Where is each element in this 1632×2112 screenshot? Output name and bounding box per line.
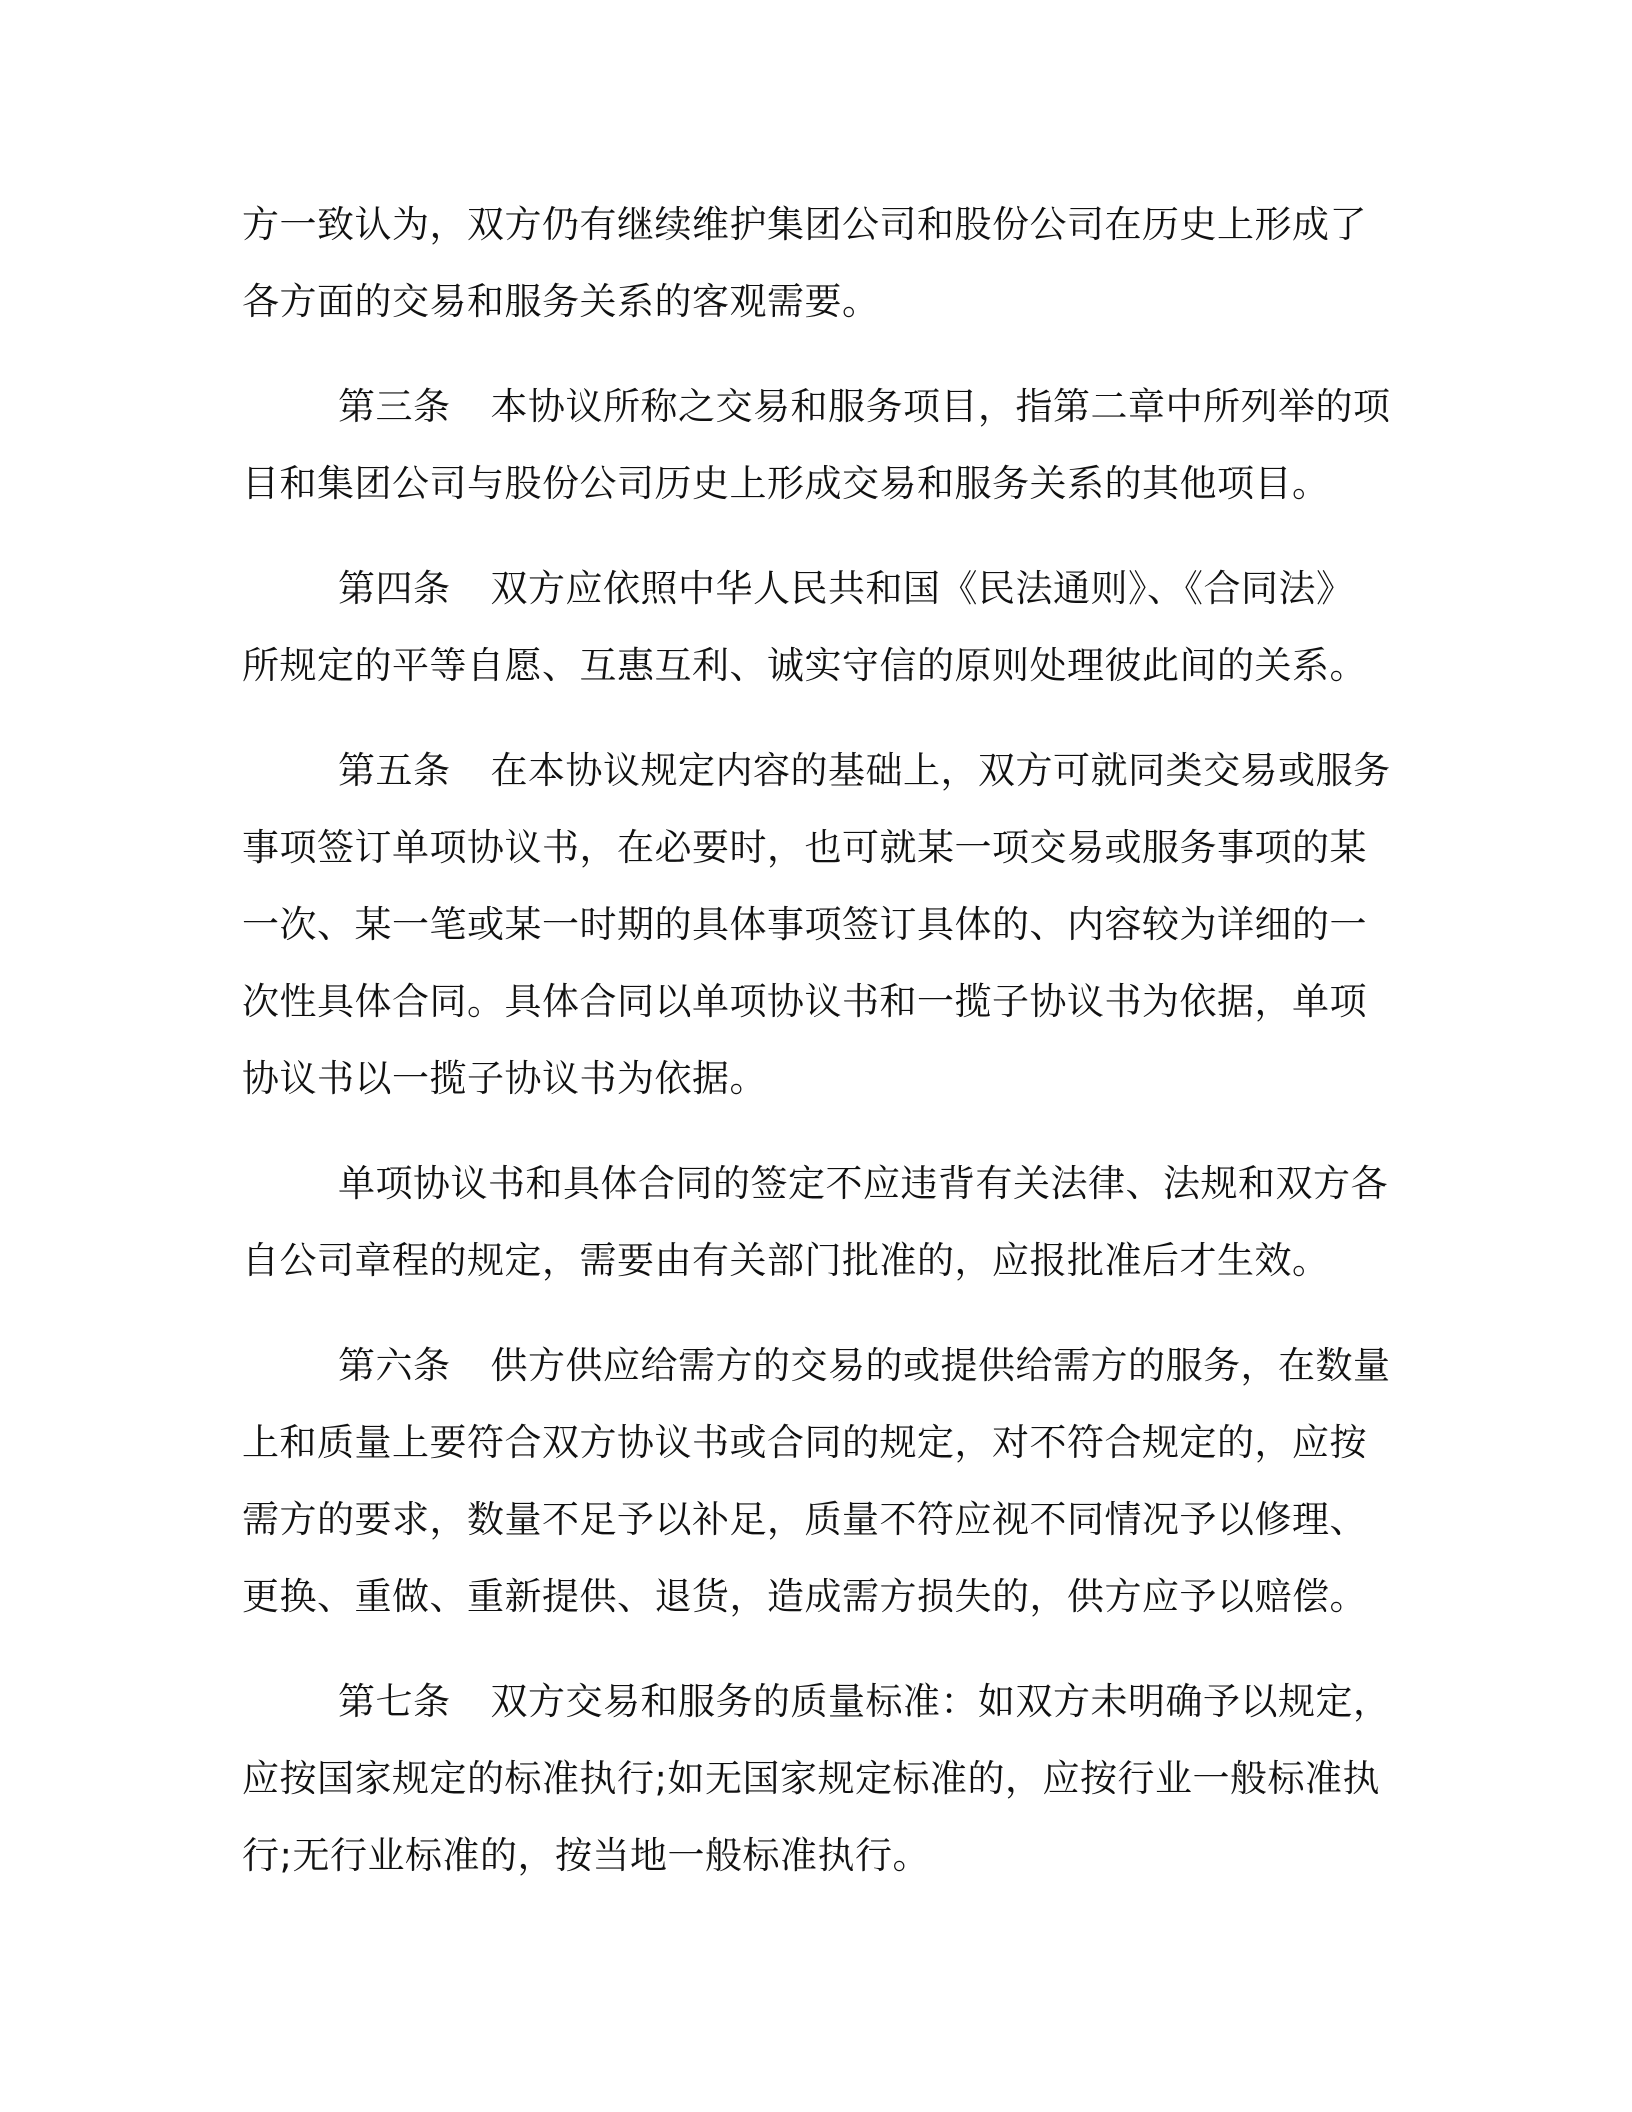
article-number: 第三条 [338,385,451,428]
text-line: 需方的要求，数量不足予以补足，质量不符应视不同情况予以修理、 [242,1498,1367,1541]
text-line: 自公司章程的规定，需要由有关部门批准的，应报批准后才生效。 [242,1239,1330,1282]
text-line: 上和质量上要符合双方协议书或合同的规定，对不符合规定的，应按 [242,1421,1367,1464]
text-line [242,732,1402,809]
article-text: 本协议所称之交易和服务项目，指第二章中所列举的项 [490,385,1391,428]
article-5-subparagraph [242,1145,1402,1299]
paragraph-continuation [242,186,1402,340]
text-line [242,1327,1402,1404]
article-5 [242,732,1402,1117]
article-7 [242,1663,1402,1894]
article-4 [242,550,1402,704]
article-number: 第五条 [338,749,451,792]
text-line [242,550,1402,627]
text-line: 行;无行业标准的，按当地一般标准执行。 [242,1834,930,1877]
text-line: 更换、重做、重新提供、退货，造成需方损失的，供方应予以赔偿。 [242,1575,1367,1618]
text-line [242,1663,1402,1740]
article-number: 第六条 [338,1344,451,1387]
article-3 [242,368,1402,522]
document-body [242,186,1402,1922]
article-text: 双方交易和服务的质量标准：如双方未明确予以规定， [490,1680,1391,1723]
article-6 [242,1327,1402,1635]
text-line: 各方面的交易和服务关系的客观需要。 [242,280,880,323]
text-line: 目和集团公司与股份公司历史上形成交易和服务关系的其他项目。 [242,462,1330,505]
text-line: 单项协议书和具体合同的签定不应违背有关法律、法规和双方各 [338,1162,1388,1205]
text-line: 协议书以一揽子协议书为依据。 [242,1057,767,1100]
text-line: 所规定的平等自愿、互惠互利、诚实守信的原则处理彼此间的关系。 [242,644,1367,687]
article-text: 在本协议规定内容的基础上，双方可就同类交易或服务 [490,749,1391,792]
article-text: 供方供应给需方的交易的或提供给需方的服务，在数量 [490,1344,1391,1387]
article-text: 双方应依照中华人民共和国《民法通则》、《合同法》 [490,567,1354,610]
text-line: 一次、某一笔或某一时期的具体事项签订具体的、内容较为详细的一 [242,903,1367,946]
text-line: 次性具体合同。具体合同以单项协议书和一揽子协议书为依据，单项 [242,980,1367,1023]
text-line: 事项签订单项协议书，在必要时，也可就某一项交易或服务事项的某 [242,826,1367,869]
text-line: 应按国家规定的标准执行;如无国家规定标准的，应按行业一般标准执 [242,1757,1380,1800]
text-line: 方一致认为，双方仍有继续维护集团公司和股份公司在历史上形成了 [242,203,1367,246]
article-number: 第四条 [338,567,451,610]
text-line [242,368,1402,445]
article-number: 第七条 [338,1680,451,1723]
